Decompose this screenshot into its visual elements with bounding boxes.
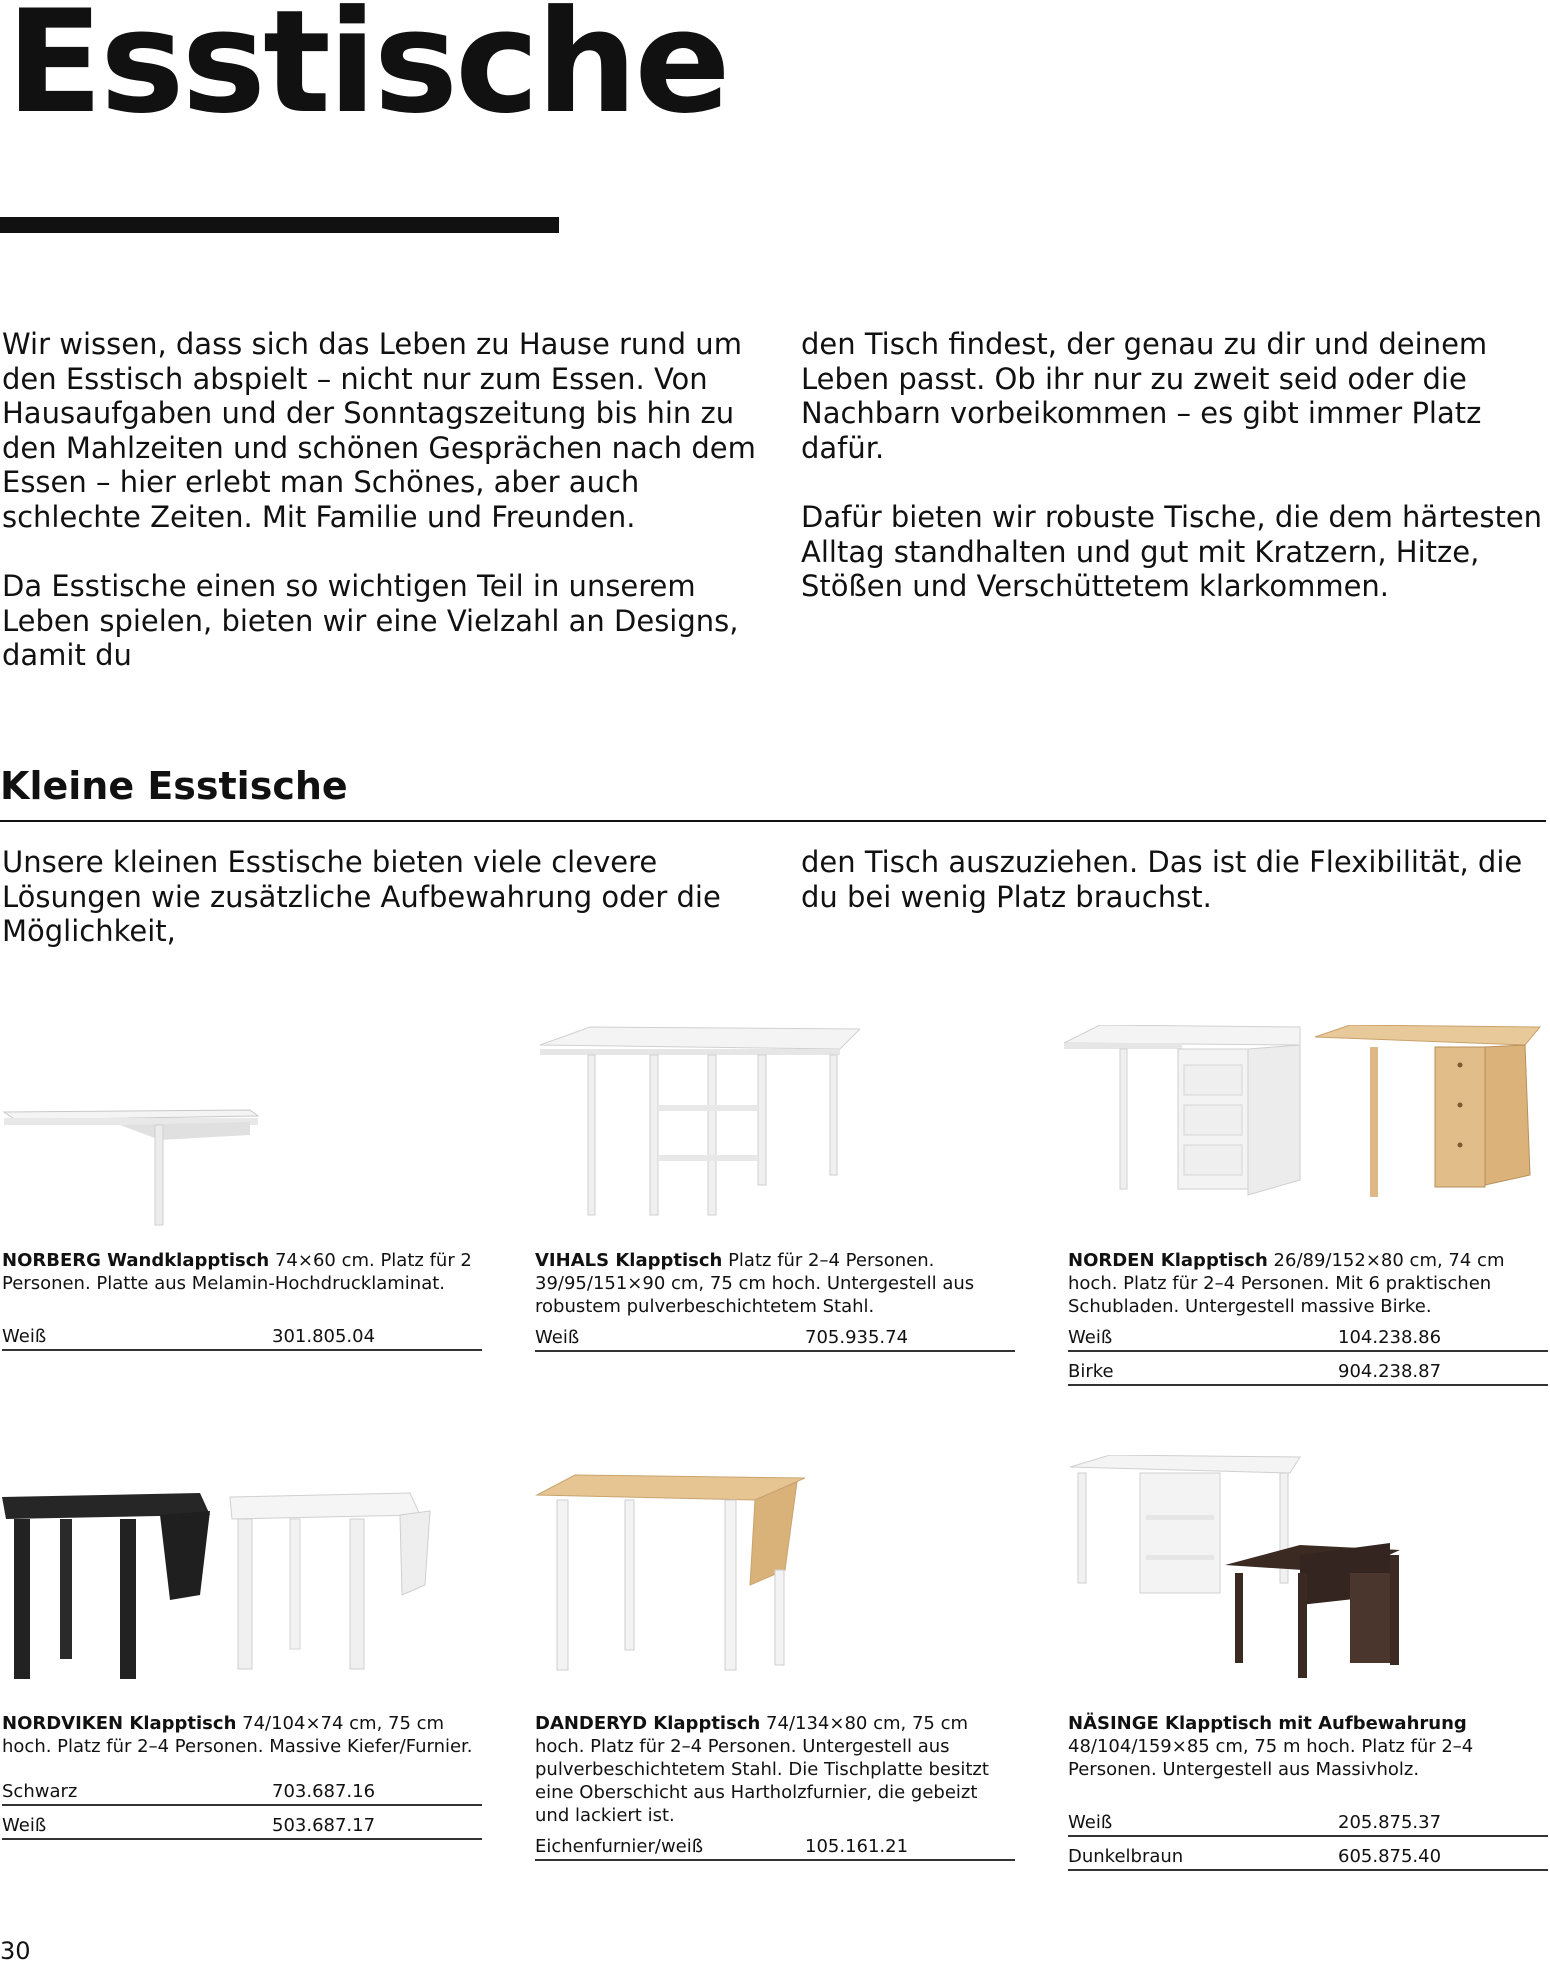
product-card (1068, 1249, 1548, 1386)
variant-label: Birke (1068, 1361, 1114, 1382)
title-rule (0, 217, 559, 233)
product-details: 74/134×80 cm, 75 cm hoch. Platz für 2–4 Personen. Untergestell aus pulverbeschichtetem Stahl. Die Tischplatte besitzt eine Oberschicht aus Hartholzfurnier, die gebeizt und lackiert ist. (535, 1713, 989, 1826)
section-lead: Unsere kleinen Esstische bieten viele clevere Lösungen wie zusätzliche Aufbewahrung oder die Möglichkeit, (2, 845, 721, 948)
variant-row (2, 1772, 482, 1806)
product-description (535, 1249, 1015, 1318)
article-number: 205.875.37 (1338, 1812, 1442, 1833)
intro-column-2 (801, 327, 1546, 604)
variant-label: Weiß (2, 1326, 47, 1347)
product-name: NORBERG Wandklapptisch (2, 1250, 270, 1271)
product-name: VIHALS Klapptisch (535, 1250, 723, 1271)
variant-row (1068, 1837, 1548, 1871)
variant-row (1068, 1352, 1548, 1386)
product-name: NORDEN Klapptisch (1068, 1250, 1268, 1271)
section-heading: Kleine Esstische (0, 764, 348, 808)
variant-label: Eichenfurnier/weiß (535, 1836, 704, 1857)
product-name: NORDVIKEN Klapptisch (2, 1713, 237, 1734)
variant-row (1068, 1318, 1548, 1352)
article-number: 503.687.17 (272, 1815, 376, 1836)
product-description (535, 1712, 1015, 1827)
product-card (2, 1249, 482, 1351)
article-number: 605.875.40 (1338, 1846, 1442, 1867)
product-details: 74×60 cm. Platz für 2 Personen. Platte aus Melamin-Hochdrucklaminat. (2, 1250, 472, 1294)
product-name: NÄSINGE Klapptisch mit Aufbewahrung (1068, 1713, 1467, 1734)
variant-label: Weiß (1068, 1812, 1113, 1833)
page-title: Esstische (6, 0, 728, 145)
danderyd-table-image (535, 1470, 805, 1685)
product-details: 26/89/152×80 cm, 74 cm hoch. Platz für 2–4 Personen. Mit 6 praktischen Schubladen. Untergestell massive Birke. (1068, 1250, 1505, 1317)
norberg-table-image (0, 1100, 270, 1230)
article-number: 703.687.16 (272, 1781, 376, 1802)
intro-paragraph: Wir wissen, dass sich das Leben zu Hause rund um den Esstisch abspielt – nicht nur zum Essen. Von Hausaufgaben und der Sonntagszeitung bis hin zu den Mahlzeiten und schönen Gesprächen nach dem Essen – hier erlebt man Schönes, aber auch schlechte Zeiten. Mit Familie und Freunden. (2, 327, 756, 534)
product-card (535, 1712, 1015, 1861)
variant-row (535, 1827, 1015, 1861)
variant-label: Weiß (2, 1815, 47, 1836)
product-description (2, 1712, 482, 1758)
article-number: 705.935.74 (805, 1327, 909, 1348)
product-details: 48/104/159×85 cm, 75 m hoch. Platz für 2–4 Personen. Untergestell aus Massivholz. (1068, 1736, 1474, 1780)
product-card (535, 1249, 1015, 1352)
norden-tables-image (1060, 1025, 1550, 1220)
product-description (2, 1249, 482, 1295)
product-description (1068, 1712, 1548, 1781)
variant-label: Weiß (535, 1327, 580, 1348)
article-number: 105.161.21 (805, 1836, 909, 1857)
nordviken-tables-image (0, 1485, 440, 1685)
variant-label: Weiß (1068, 1327, 1113, 1348)
product-card (2, 1712, 482, 1840)
variant-row (2, 1317, 482, 1351)
article-number: 301.805.04 (272, 1326, 376, 1347)
intro-paragraph: den Tisch findest, der genau zu dir und deinem Leben passt. Ob ihr nur zu zweit seid oder die Nachbarn vorbeikommen – es gibt immer Platz dafür. (801, 327, 1488, 465)
variant-row (535, 1318, 1015, 1352)
variant-row (1068, 1803, 1548, 1837)
article-number: 104.238.86 (1338, 1327, 1442, 1348)
naesinge-tables-image (1060, 1455, 1490, 1685)
article-number: 904.238.87 (1338, 1361, 1442, 1382)
product-details: 74/104×74 cm, 75 cm hoch. Platz für 2–4 Personen. Massive Kiefer/Furnier. (2, 1713, 473, 1757)
variant-row (2, 1806, 482, 1840)
product-card (1068, 1712, 1548, 1871)
intro-column-1 (2, 327, 762, 673)
section-rule (0, 820, 1546, 822)
product-details: Platz für 2–4 Personen. 39/95/151×90 cm, 75 cm hoch. Untergestell aus robustem pulverbeschichtetem Stahl. (535, 1250, 975, 1317)
variant-label: Dunkelbraun (1068, 1846, 1184, 1867)
intro-paragraph: Dafür bieten wir robuste Tische, die dem härtesten Alltag standhalten und gut mit Kratzern, Hitze, Stößen und Verschüttetem klarkommen. (801, 500, 1543, 603)
section-lead: den Tisch auszuziehen. Das ist die Flexibilität, die du bei wenig Platz brauchst. (801, 845, 1523, 914)
variant-label: Schwarz (2, 1781, 78, 1802)
vihals-table-image (530, 1025, 860, 1225)
intro-paragraph: Da Esstische einen so wichtigen Teil in unserem Leben spielen, bieten wir eine Vielzahl an Designs, damit du (2, 569, 739, 672)
product-description (1068, 1249, 1548, 1318)
page-number: 30 (0, 1937, 31, 1965)
product-name: DANDERYD Klapptisch (535, 1713, 761, 1734)
